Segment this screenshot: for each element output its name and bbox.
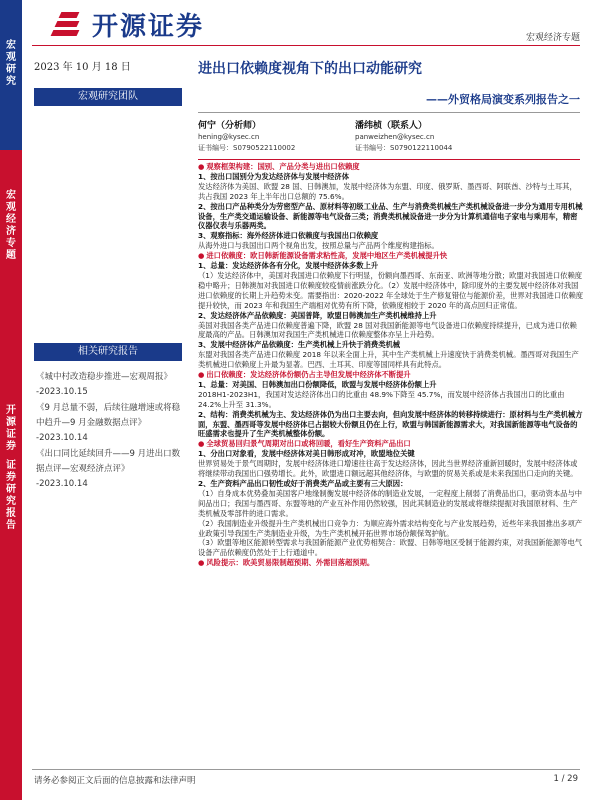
report-summary bbox=[198, 162, 584, 568]
body-paragraph: 从海外进口与我国出口两个视角出发，按照总量与产品两个维度构建指标。 bbox=[198, 241, 439, 251]
subsection-heading: 1、按出口国别分为发达经济体与发展中经济体 bbox=[198, 171, 350, 181]
analyst-email[interactable]: panweizhen@kysec.cn bbox=[355, 133, 435, 141]
related-report-date: -2023.10.15 bbox=[36, 387, 88, 397]
report-type-label: 宏观经济专题 bbox=[525, 33, 580, 43]
related-report-text[interactable]: 《9 月总量不弱，后续往融增速或将稳中趋升—9 月金融数据点评》 bbox=[36, 403, 181, 428]
sidebar-company: 开源证券 bbox=[6, 405, 16, 452]
analyst-card bbox=[355, 121, 452, 154]
related-report-text[interactable]: 《出口同比延续回升——9 月进出口数据点评—宏观经济点评》 bbox=[36, 449, 181, 474]
subsection-heading: 3、观察指标：海外经济体进口依赖度与我国出口依赖度 bbox=[198, 231, 379, 241]
subsection-heading: 2、结构：消费类机械为主、发达经济体仍为出口主要去向，但向发展中经济体的转移持续进行：原材料与生产类机械方面，东盟、墨西哥等发展中经济体已占据较大份额且仍在上行，欧盟与韩国新能源需求大，对我国新能源等电气设备的旺盛需求也提升了生产类机械整体份额。 bbox=[198, 409, 583, 439]
header-divider bbox=[32, 45, 580, 46]
related-report-text[interactable]: 《城中村改造稳步推进—宏观周报》 bbox=[36, 372, 173, 382]
analyst-email[interactable]: hening@kysec.cn bbox=[198, 133, 260, 141]
subsection-heading: 2、发达经济体产品依赖度：美国普降，欧盟日韩澳加生产类机械维持上升 bbox=[198, 310, 437, 320]
subsection-heading: 2、生产资料产品出口韧性或好于消费类产品或主要有三大原因： bbox=[198, 479, 408, 488]
related-report-item[interactable] bbox=[36, 447, 184, 492]
sidebar-bottom-band bbox=[0, 150, 22, 800]
page-subtitle: ——外贸格局演变系列报告之一 bbox=[426, 93, 580, 106]
body-paragraph: 美国对我国各类产品进口依赖度普遍下降，欧盟 28 国对我国新能源等电气设备进口依赖度持续提升，已成为进口依赖度最高的产品。日韩澳加对我国生产类机械进口依赖度整体亦呈上升趋势。 bbox=[198, 320, 577, 340]
subsection-heading: 1、总量：对美国、日韩澳加出口份额降低，欧盟与发展中经济体份额上升 bbox=[198, 379, 437, 389]
footer-divider bbox=[32, 769, 580, 770]
team-badge: 宏观研究团队 bbox=[34, 88, 182, 106]
body-paragraph: 发达经济体为美国、欧盟 28 国、日韩澳加，发展中经济体为东盟、印度、俄罗斯、墨西哥、阿联酋、沙特与土耳其，共占我国 2023 年上半年出口总额的 75.6%。 bbox=[198, 181, 577, 201]
company-logo bbox=[52, 6, 232, 42]
body-paragraph: （2）我国制造业升级提升生产类机械出口竞争力：为顺应海外需求结构变化与产业发展趋势，近些年来我国推出多项产业政策引导我国生产类制造业升级，为生产类机械开拓世界市场份额保驾护航。 bbox=[198, 518, 583, 538]
section-heading: ● 风险提示：欧美贸易限制超预期、外需回落超预期。 bbox=[198, 558, 584, 568]
sidebar-report-type: 宏观经济专题 bbox=[6, 190, 16, 261]
subsection-heading: 3、发展中经济体产品依赖度：生产类机械上升快于消费类机械 bbox=[198, 340, 401, 350]
logo-text: 开源证券 bbox=[92, 11, 205, 42]
subsection-heading: 1、分出口对象看，发展中经济体对美日韩形成对冲，欧盟地位关键 bbox=[198, 449, 415, 459]
logo-mark-icon bbox=[52, 9, 86, 39]
analyst-cert: 证书编号：S0790122110044 bbox=[355, 144, 453, 152]
analyst-card bbox=[198, 121, 295, 154]
body-paragraph: 东盟对我国各类产品进口依赖度 2018 年以来全面上升，其中生产类机械上升速度快于消费类机械。墨西哥对我国生产类机械进口依赖度上升最为显著。巴西、土耳其、印度等国同样具有此特点。 bbox=[198, 350, 579, 370]
section-heading: ● 观察框架构建：国别、产品分类与进出口依赖度 bbox=[198, 162, 584, 172]
title-divider bbox=[198, 112, 580, 113]
body-paragraph: 2018H1-2023H1，我国对发达经济体出口的比重由 48.9%下降至 45.7%，而发展中经济体占我国出口的比重由 24.2%上升至 31.3%。 bbox=[198, 389, 565, 409]
page-number: 1 / 29 bbox=[553, 774, 578, 784]
subsection-heading: 2、按出口产品种类分为劳密型产品、原材料等初级工业品、生产与消费类机械生产类机械设备进一步分为通用专用机械设备，生产类交通运输设备、新能源等电气设备三类；消费类机械设备进一步分为计算机通信电子家电与乘用车，精密仪器仪表与乐器两类。 bbox=[198, 201, 583, 231]
related-reports-title: 相关研究报告 bbox=[34, 343, 182, 361]
analyst-name: 潘纬桢（联系人） bbox=[355, 121, 428, 131]
section-heading: ● 全球贸易回归景气周期对出口或将回暖，看好生产资料产品出口 bbox=[198, 439, 584, 449]
analyst-divider bbox=[198, 159, 580, 160]
sidebar-top-label: 宏观研究 bbox=[6, 40, 16, 87]
related-report-item[interactable] bbox=[36, 401, 184, 446]
footer-disclaimer: 请务必参阅正文后面的信息披露和法律声明 bbox=[34, 776, 196, 786]
sidebar-top-band bbox=[0, 0, 22, 150]
section-heading: ● 进口依赖度：欧日韩新能源设备需求粘性高，发展中地区生产类机械提升快 bbox=[198, 251, 584, 261]
body-paragraph: （1）发达经济体中，美国对我国进口依赖度下行明显，份额向墨西哥、东南亚、欧洲等地分散；欧盟对我国进口依赖度稳中略升；日韩澳加对我国进口依赖度较疫情前涨跌分化。（2）发展中经济体中，除印度外的主要发展中经济体对我国进口依赖度的长期上升趋势未变。需要指出：2020-2022 年全球处于生产修复错位与能源价差，世界对我国进口依赖度提升较快，而 2023 年和我国生产端相对优势有所下降，依赖度相较于 2020 年的高点回归正常值。 bbox=[198, 270, 584, 310]
related-report-date: -2023.10.14 bbox=[36, 433, 88, 443]
analyst-name: 何宁（分析师） bbox=[198, 121, 262, 131]
page-title: 进出口依赖度视角下的出口动能研究 bbox=[198, 61, 422, 77]
body-paragraph: （3）欧盟等地区能源转型需求与我国新能源产业优势相契合：欧盟、日韩等地区受制于能源约束，对我国新能源等电气设备产品依赖度仍然处于上行通道中。 bbox=[198, 538, 583, 558]
related-report-item[interactable] bbox=[36, 370, 184, 400]
section-heading: ● 出口依赖度：发达经济体份额仍占主导但发展中经济体不断提升 bbox=[198, 370, 584, 380]
body-paragraph: 世界贸易处于景气周期时，发展中经济体进口增速往往高于发达经济体，因此当世界经济重新回暖时，发展中经济体或将继续带动我国出口强势增长。此外，欧盟进口额远超其他经济体，与欧盟的贸易关系或是未来我国出口走向的关键。 bbox=[198, 459, 578, 479]
report-date: 2023 年 10 月 18 日 bbox=[34, 62, 131, 73]
analyst-cert: 证书编号：S0790522110002 bbox=[198, 144, 296, 152]
related-report-date: -2023.10.14 bbox=[36, 479, 88, 489]
related-reports-list bbox=[36, 370, 184, 493]
body-paragraph: （1）自身成本优势叠加美国客户地缘制衡发展中经济体的制造业发展，一定程度上削弱了消费品出口，驱动资本品与中间品出口；我国与墨西哥、东盟等地的产业互补作用仍然较强，因此其制造业的发展或将继续提振对我国原材料、生产类机械及零部件的进口需求。 bbox=[198, 488, 583, 518]
subsection-heading: 1、总量：发达经济体各有分化，发展中经济体多数上升 bbox=[198, 261, 379, 271]
sidebar-report-label: 证券研究报告 bbox=[6, 460, 16, 531]
